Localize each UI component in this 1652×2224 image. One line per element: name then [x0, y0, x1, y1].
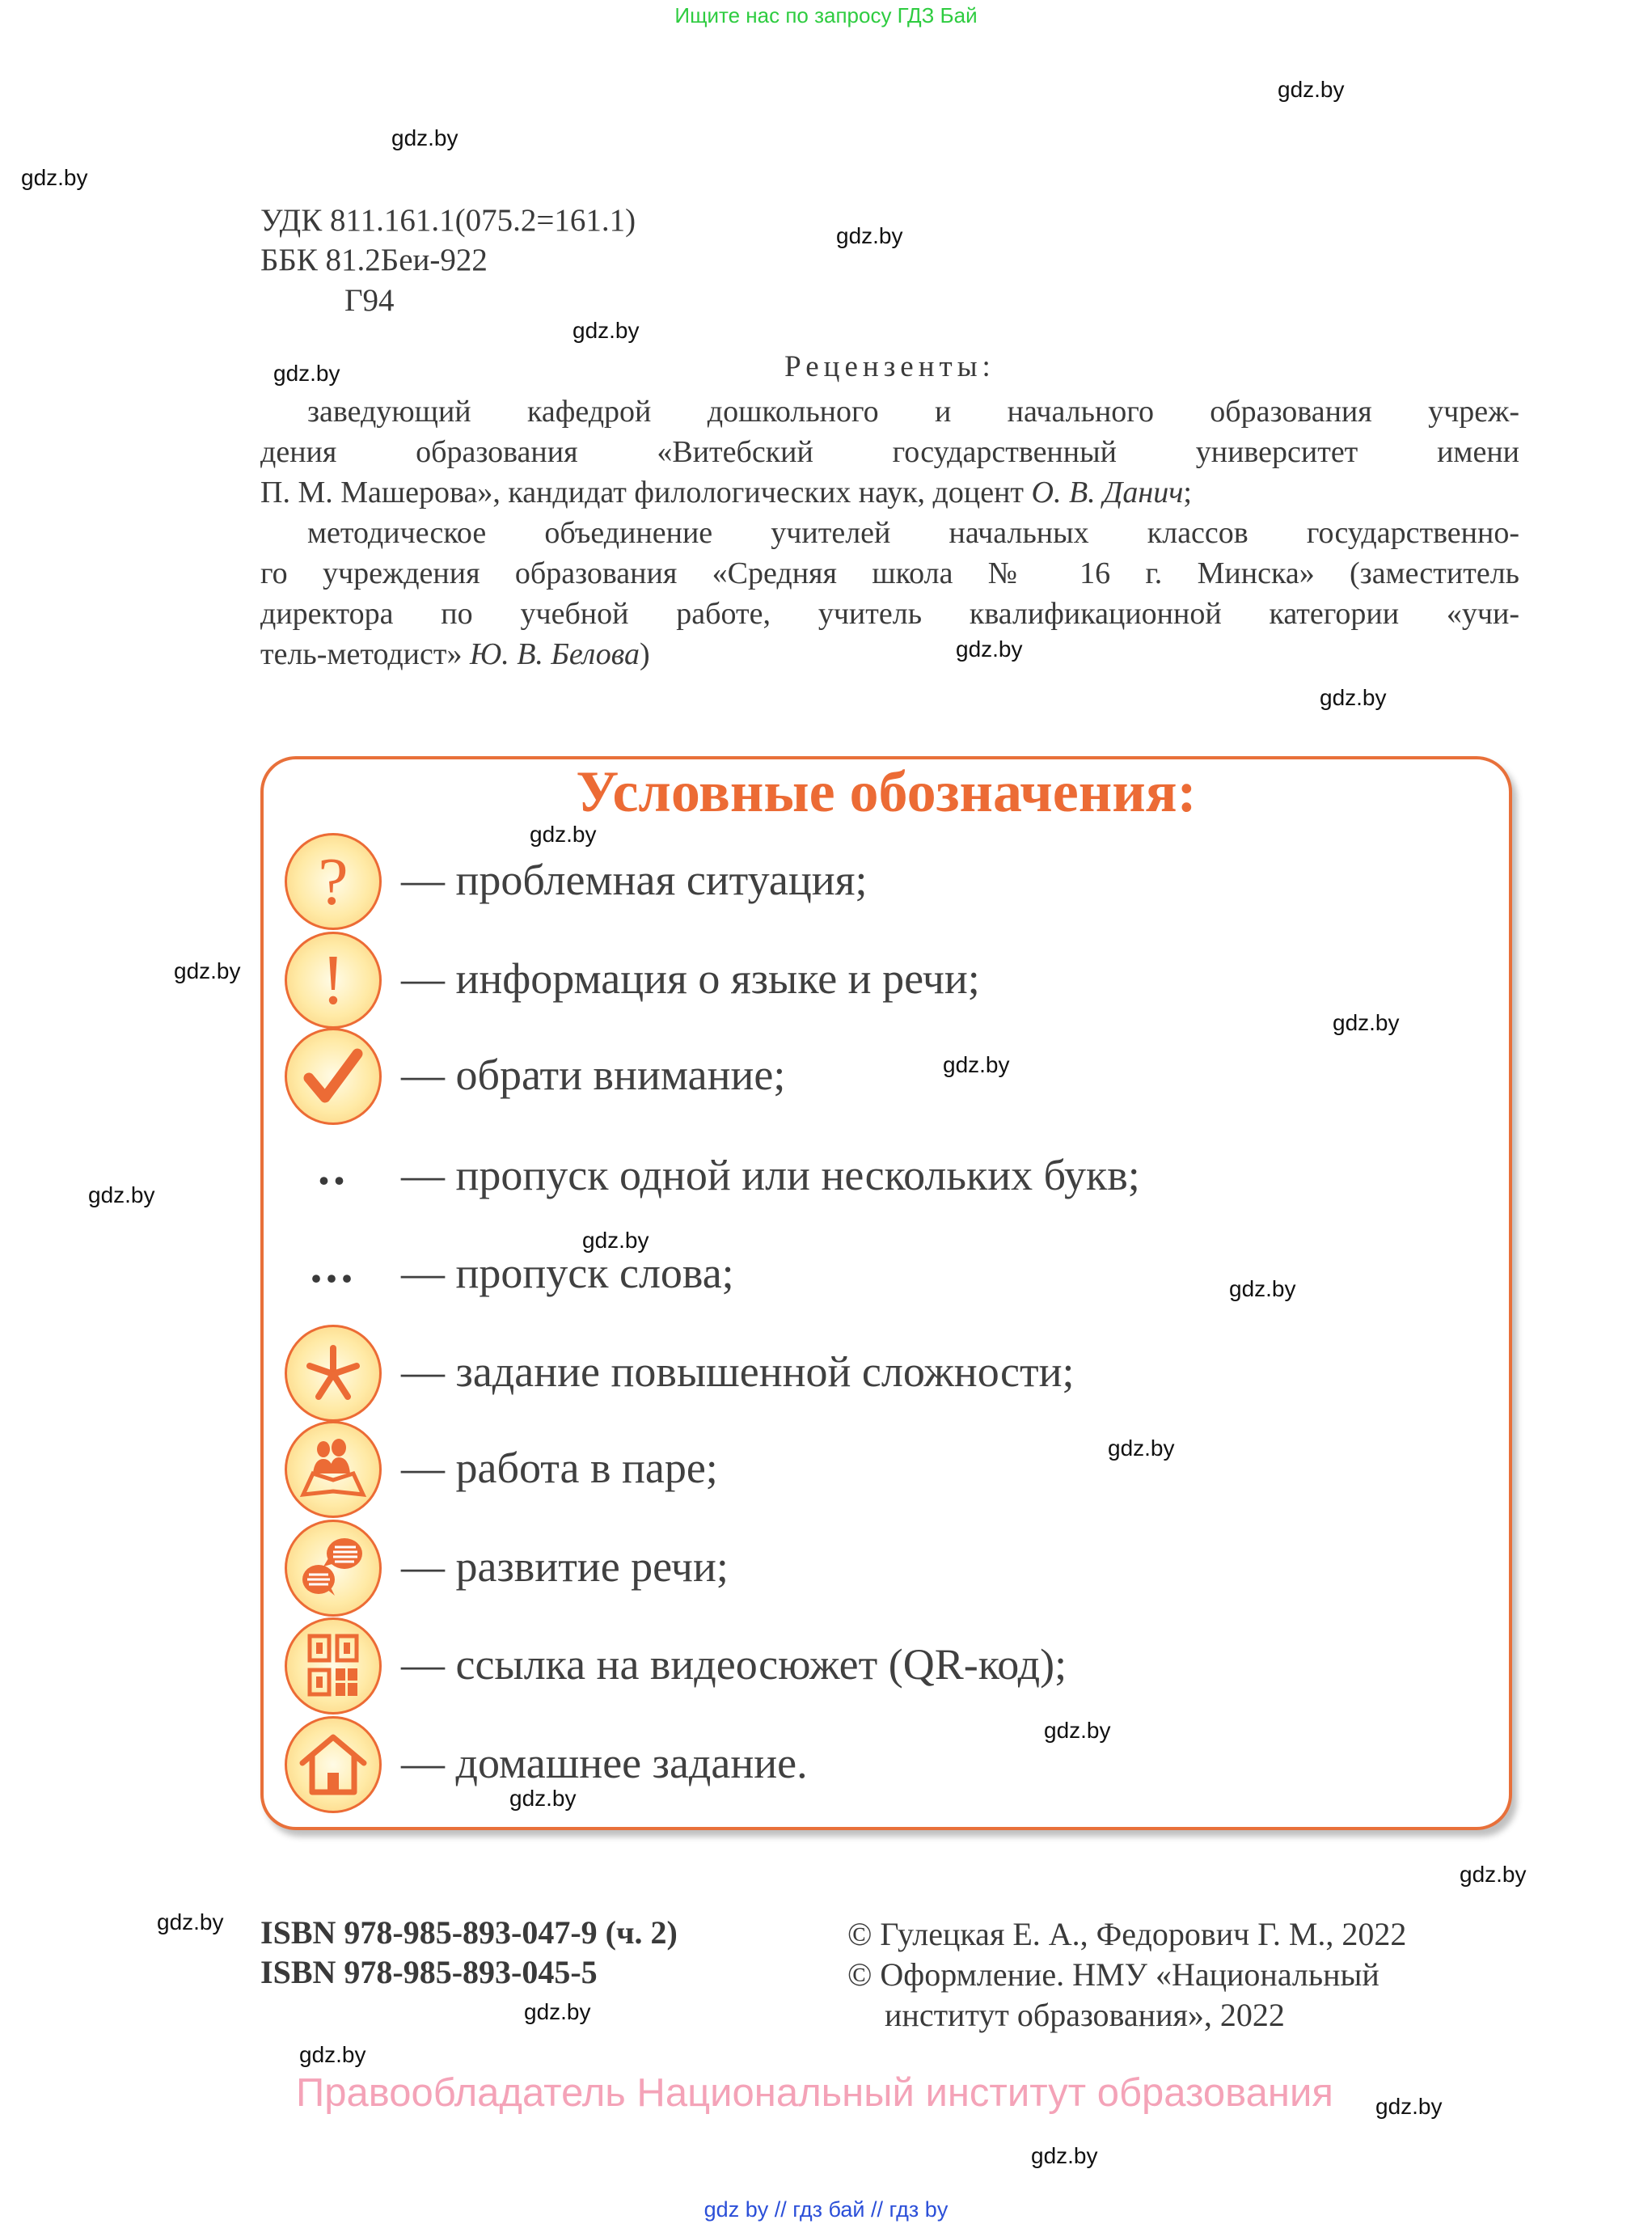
- legend-text: — ссылка на видеосюжет (QR-код);: [401, 1640, 1067, 1689]
- pair-work-icon: [285, 1421, 382, 1518]
- legend-text: — домашнее задание.: [401, 1739, 808, 1787]
- gdz-bai-link[interactable]: гдз бай: [792, 2197, 865, 2222]
- reviewers-text: [260, 391, 1519, 674]
- gdz-watermark: gdz.by: [1229, 1276, 1296, 1301]
- gdz-watermark: gdz.by: [1460, 1862, 1527, 1887]
- gdz-by-link[interactable]: gdz by: [703, 2197, 769, 2222]
- reviewers-line: заведующий кафедрой дошкольного и начального образования учреж-: [307, 395, 1519, 429]
- gdz-watermark: gdz.by: [1320, 685, 1387, 710]
- gdz-watermark: gdz.by: [21, 165, 88, 190]
- three-dots-symbol: ...: [310, 1239, 357, 1292]
- two-dots-symbol: ..: [318, 1141, 349, 1194]
- legend-title: Условные обозначения:: [576, 759, 1197, 824]
- reviewer-name: Ю. В. Белова: [470, 637, 640, 671]
- exclamation-icon: !: [285, 932, 382, 1029]
- bbk-code: ББК 81.2Беи-922: [260, 243, 488, 277]
- udk-code: УДК 811.161.1(075.2=161.1): [260, 203, 636, 238]
- separator: //: [871, 2197, 884, 2222]
- legend-text: — пропуск одной или нескольких букв;: [401, 1151, 1140, 1199]
- gdz-watermark: gdz.by: [1108, 1435, 1175, 1461]
- gdz-watermark: gdz.by: [391, 125, 458, 150]
- gdz-watermark: gdz.by: [273, 361, 340, 386]
- reviewers-line: дения образования «Витебский государственный университет имени: [260, 435, 1519, 469]
- bottom-links: [0, 2197, 1652, 2222]
- reviewers-title: Рецензенты:: [784, 350, 995, 383]
- speech-bubbles-icon: [285, 1520, 382, 1617]
- gdz-watermark: gdz.by: [836, 223, 903, 248]
- reviewers-line: директора по учебной работе, учитель квалификационной категории «учи-: [260, 597, 1519, 631]
- legend-text: — пропуск слова;: [401, 1249, 734, 1297]
- house-icon: [285, 1716, 382, 1813]
- gdz-by-link-2[interactable]: гдз by: [889, 2197, 949, 2222]
- gdz-watermark: gdz.by: [524, 1999, 591, 2024]
- gdz-watermark: gdz.by: [1333, 1010, 1400, 1035]
- gdz-watermark: gdz.by: [572, 318, 640, 343]
- legend-text: — работа в паре;: [401, 1444, 718, 1492]
- separator: //: [774, 2197, 787, 2222]
- isbn-set: ISBN 978-985-893-045-5: [260, 1954, 598, 1990]
- gdz-watermark: gdz.by: [1278, 77, 1345, 102]
- gdz-watermark: gdz.by: [1031, 2143, 1098, 2168]
- isbn-part: ISBN 978-985-893-047-9 (ч. 2): [260, 1914, 678, 1951]
- gdz-watermark: gdz.by: [956, 636, 1023, 662]
- copyright-authors: © Гулецкая Е. А., Федорович Г. М., 2022: [847, 1916, 1407, 1952]
- gdz-watermark: gdz.by: [88, 1182, 155, 1207]
- copyright-design-cont: институт образования», 2022: [885, 1997, 1285, 2033]
- checkmark-icon: [285, 1028, 382, 1125]
- legend-text: — развитие речи;: [401, 1542, 729, 1591]
- question-icon: ?: [285, 833, 382, 930]
- reviewers-line: го учреждения образования «Средняя школа № 16 г. Минска» (заместитель: [260, 556, 1519, 590]
- reviewers-line: тель-методист» Ю. В. Белова): [260, 637, 650, 671]
- legend-text: — задание повышенной сложности;: [401, 1347, 1075, 1396]
- gdz-watermark: gdz.by: [299, 2042, 366, 2067]
- qr-code-icon: [285, 1617, 382, 1715]
- gdz-watermark: gdz.by: [157, 1909, 224, 1934]
- gdz-watermark: gdz.by: [1044, 1718, 1111, 1743]
- legend-text: — информация о языке и речи;: [401, 954, 980, 1003]
- reviewer-name: О. В. Данич: [1031, 476, 1184, 509]
- gdz-watermark: gdz.by: [509, 1786, 577, 1811]
- legend-text: — обрати внимание;: [401, 1051, 786, 1099]
- rights-holder-watermark: Правообладатель Национальный институт образования: [296, 2071, 1333, 2115]
- search-hint-link[interactable]: Ищите нас по запросу ГДЗ Бай: [674, 3, 978, 27]
- reviewers-line: методическое объединение учителей начальных классов государственно-: [307, 516, 1519, 550]
- reviewers-line: П. М. Машерова», кандидат филологических наук, доцент О. В. Данич;: [260, 476, 1192, 509]
- copyright-design: © Оформление. НМУ «Национальный: [847, 1956, 1379, 1993]
- gdz-watermark: gdz.by: [582, 1228, 649, 1253]
- author-code: Г94: [344, 283, 395, 318]
- legend-text: — проблемная ситуация;: [401, 856, 868, 904]
- gdz-watermark: gdz.by: [174, 958, 241, 983]
- asterisk-icon: [285, 1325, 382, 1422]
- gdz-watermark: gdz.by: [1375, 2094, 1443, 2119]
- gdz-watermark: gdz.by: [943, 1052, 1010, 1077]
- gdz-watermark: gdz.by: [530, 822, 597, 847]
